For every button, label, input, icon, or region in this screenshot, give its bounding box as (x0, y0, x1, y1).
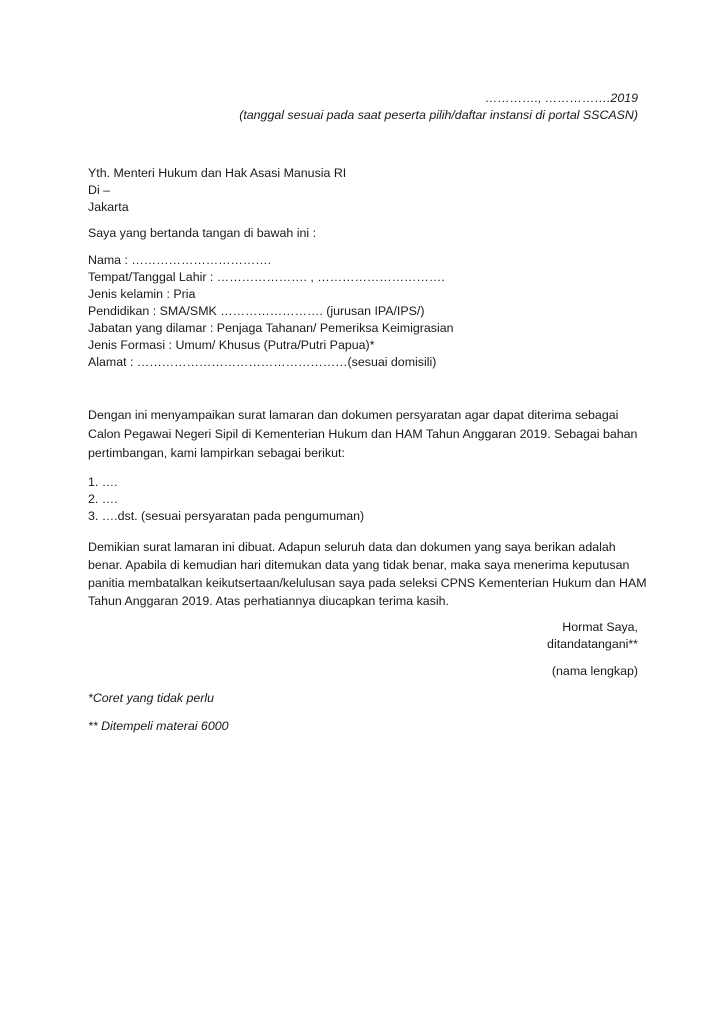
footnote-1: *Coret yang tidak perlu (88, 691, 215, 705)
intro-text: Saya yang bertanda tangan di bawah ini : (88, 226, 317, 240)
recipient-line-1: Yth. Menteri Hukum dan Hak Asasi Manusia RI (88, 166, 347, 180)
footnote-2: ** Ditempeli materai 6000 (88, 719, 229, 733)
field-formation: Jenis Formasi : Umum/ Khusus (Putra/Putri Papua)* (88, 338, 375, 352)
body1-line-2: Calon Pegawai Negeri Sipil di Kementerian Hukum dan HAM Tahun Anggaran 2019. Sebagai bahan (88, 427, 638, 441)
body2-line-2: benar. Apabila di kemudian hari ditemukan data yang tidak benar, maka saya menerima keputusan (88, 558, 630, 572)
field-birth: Tempat/Tanggal Lahir : …………………. , …………………………. (88, 270, 445, 284)
recipient-line-2: Di – (88, 183, 111, 197)
field-education: Pendidikan : SMA/SMK ……………………. (jurusan IPA/IPS/) (88, 304, 425, 318)
closing-name: (nama lengkap) (551, 664, 638, 678)
body1-line-3: pertimbangan, kami lampirkan sebagai berikut: (88, 446, 345, 460)
recipient-line-3: Jakarta (88, 200, 129, 214)
body1-line-1: Dengan ini menyampaikan surat lamaran dan dokumen persyaratan agar dapat diterima sebagai (88, 408, 619, 422)
body2-line-4: Tahun Anggaran 2019. Atas perhatiannya diucapkan terima kasih. (88, 594, 449, 608)
list-item-3: 3. ….dst. (sesuai persyaratan pada pengumuman) (88, 509, 365, 523)
closing-signed: ditandatangani** (547, 637, 638, 651)
body2-line-3: panitia membatalkan keikutsertaan/kelulusan saya pada seleksi CPNS Kementerian Hukum dan HAM (88, 576, 647, 590)
list-item-2: 2. …. (88, 492, 118, 506)
field-name: Nama : ……………………………. (88, 253, 272, 267)
list-item-1: 1. …. (88, 475, 118, 489)
field-gender: Jenis kelamin : Pria (88, 287, 196, 301)
field-position: Jabatan yang dilamar : Penjaga Tahanan/ Pemeriksa Keimigrasian (88, 321, 454, 335)
date-line: …………., …………….2019 (485, 91, 638, 105)
body2-line-1: Demikian surat lamaran ini dibuat. Adapun seluruh data dan dokumen yang saya berikan adalah (88, 540, 616, 554)
date-note: (tanggal sesuai pada saat peserta pilih/daftar instansi di portal SSCASN) (239, 108, 638, 122)
closing-salutation: Hormat Saya, (562, 620, 638, 634)
field-address: Alamat : ……………………………………………(sesuai domisili) (88, 355, 437, 369)
